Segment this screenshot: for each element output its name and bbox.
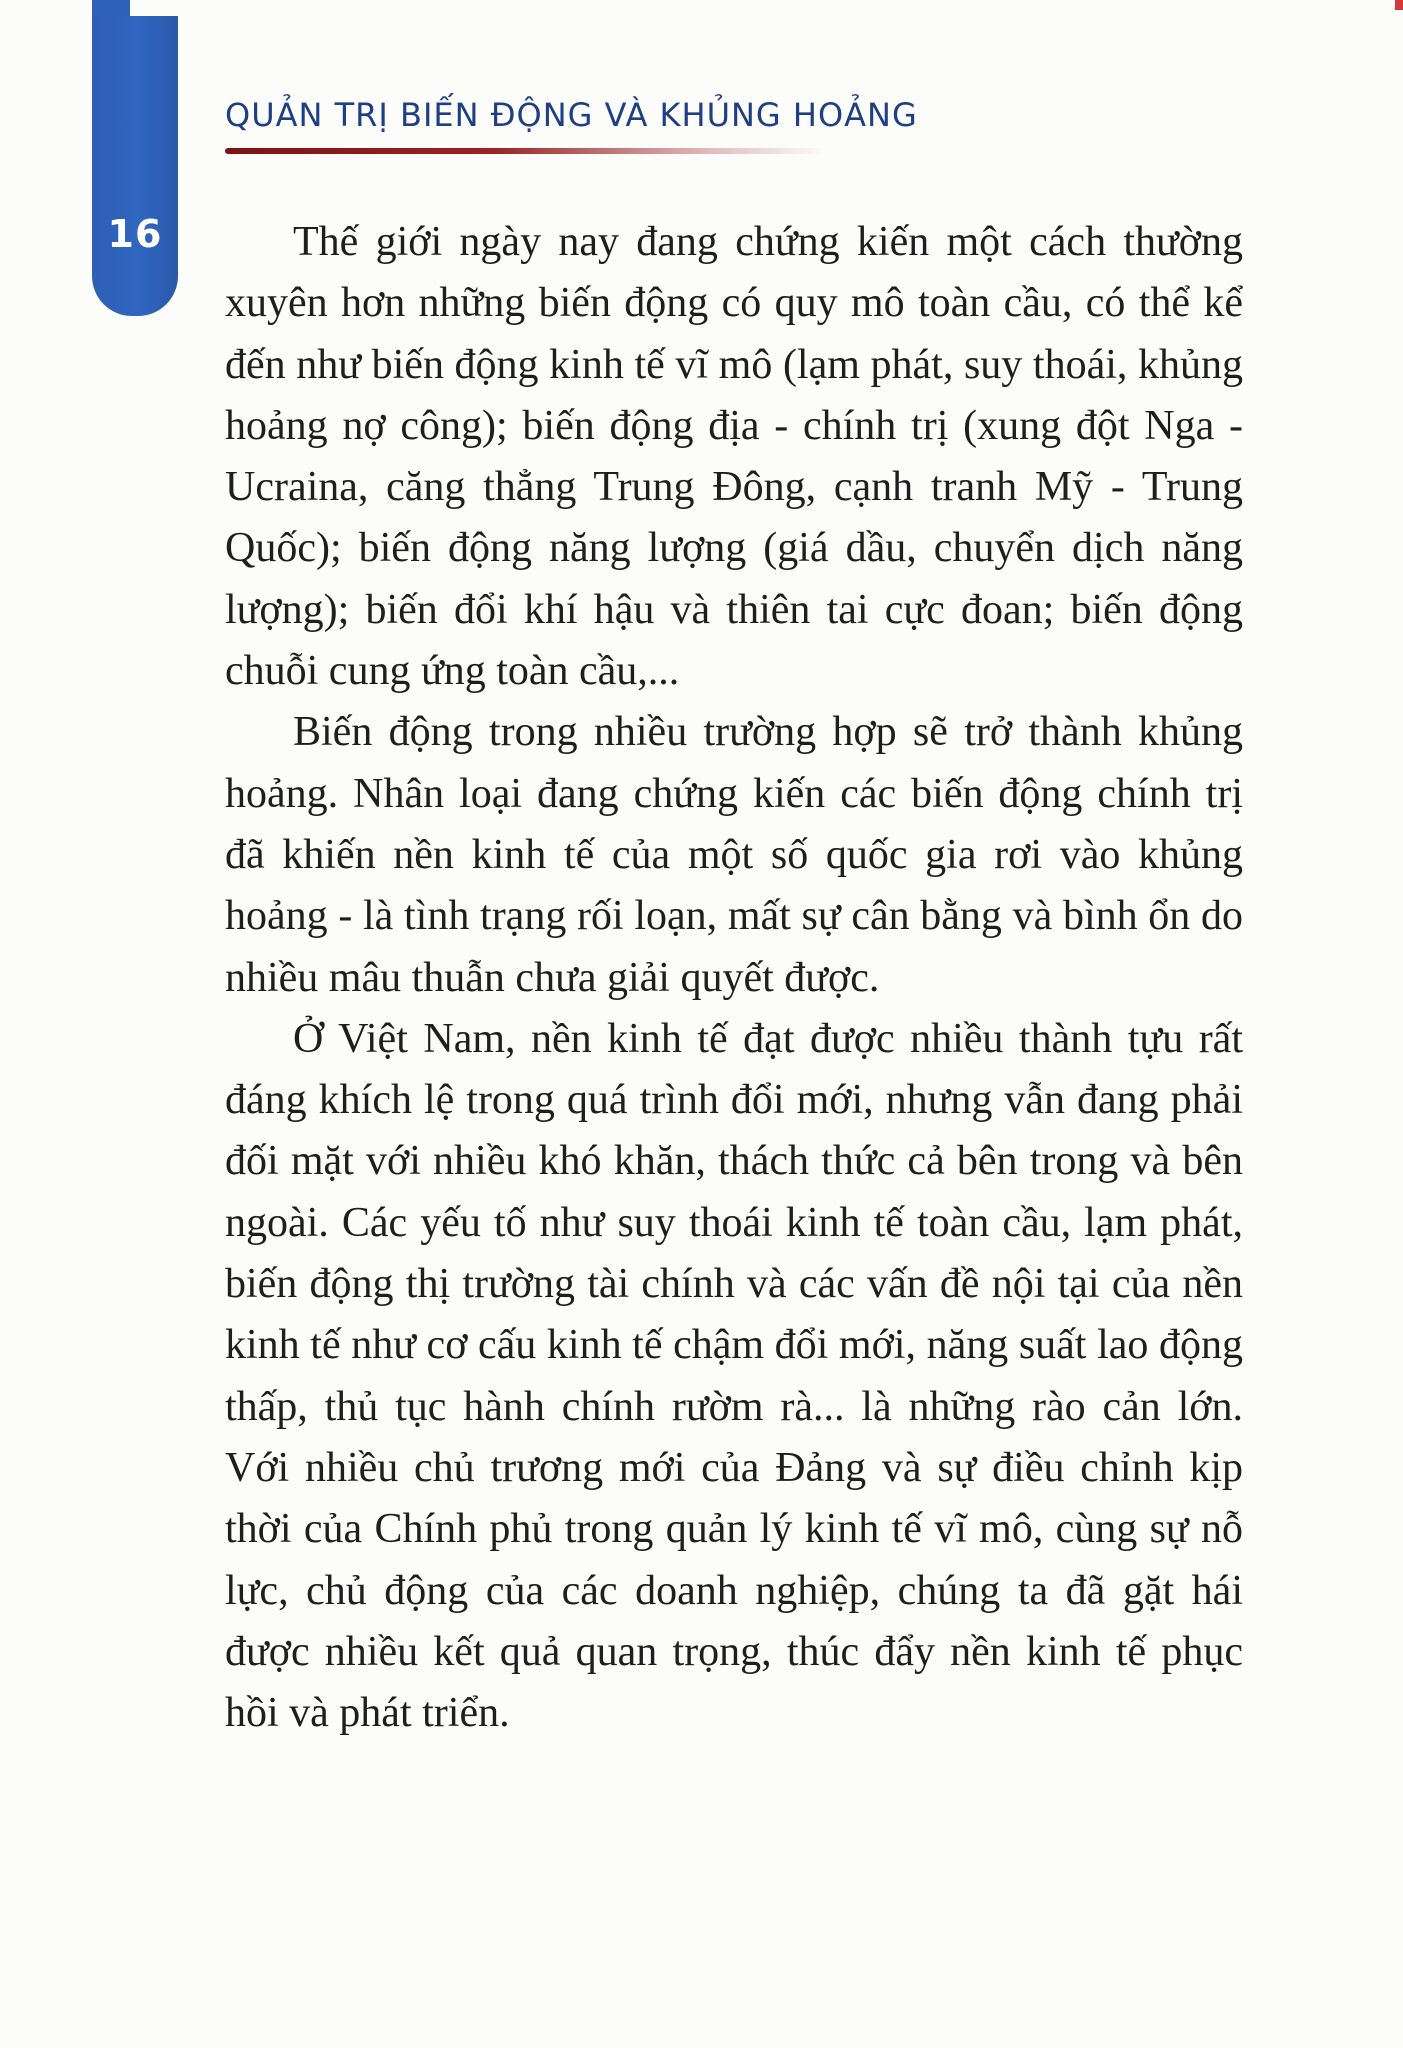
paragraph-1: Thế giới ngày nay đang chứng kiến một cách thường xuyên hơn những biến động có quy mô toàn cầu, có thể kể đến như biến động kinh tế vĩ mô (lạm phát, suy thoái, khủng hoảng nợ công); biến động địa - chính trị (xung đột Nga - Ucraina, căng thẳng Trung Đông, cạnh tranh Mỹ - Trung Quốc); biến động năng lượng (giá dầu, chuyển dịch năng lượng); biến đổi khí hậu và thiên tai cực đoan; biến động chuỗi cung ứng toàn cầu,... [225,219,1243,695]
paragraph-3: Ở Việt Nam, nền kinh tế đạt được nhiều thành tựu rất đáng khích lệ trong quá trình đổi mới, nhưng vẫn đang phải đối mặt với nhiều khó khăn, thách thức cả bên trong và bên ngoài. Các yếu tố như suy thoái kinh tế toàn cầu, lạm phát, biến động thị trường tài chính và các vấn đề nội tại của nền kinh tế như cơ cấu kinh tế chậm đổi mới, năng suất lao động thấp, thủ tục hành chính rườm rà... là những rào cản lớn. Với nhiều chủ trương mới của Đảng và sự điều chỉnh kịp thời của Chính phủ trong quản lý kinh tế vĩ mô, cùng sự nỗ lực, chủ động của các doanh nghiệp, chúng ta đã gặt hái được nhiều kết quả quan trọng, thúc đẩy nền kinh tế phục hồi và phát triển. [225,1015,1243,1737]
paragraph-2: Biến động trong nhiều trường hợp sẽ trở thành khủng hoảng. Nhân loại đang chứng kiến các biến động chính trị đã khiến nền kinh tế của một số quốc gia rơi vào khủng hoảng - là tình trạng rối loạn, mất sự cân bằng và bình ổn do nhiều mâu thuẫn chưa giải quyết được. [225,709,1243,1001]
edge-mark [1395,0,1403,10]
page-number: 16 [107,212,163,256]
header-rule [225,148,825,154]
body-text [225,212,1243,1744]
page-number-tab [92,16,178,316]
running-header: QUẢN TRỊ BIẾN ĐỘNG VÀ KHỦNG HOẢNG [225,96,918,134]
